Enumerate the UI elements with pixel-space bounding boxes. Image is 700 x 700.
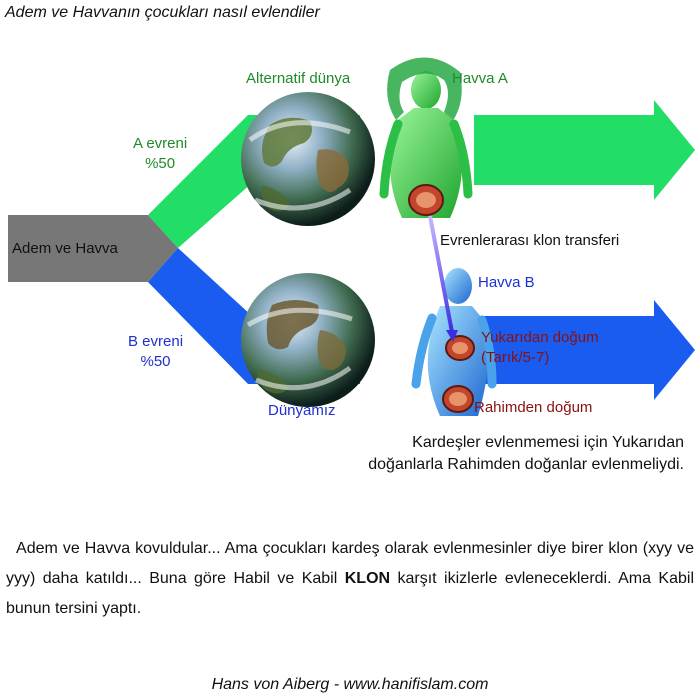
body-paragraph bbox=[6, 534, 694, 624]
page-title: Adem ve Havvanın çocukları nasıl evlendiler bbox=[5, 4, 320, 21]
branch-b-percent: %50 bbox=[140, 353, 171, 370]
branch-a-percent: %50 bbox=[145, 155, 176, 172]
diagram-canvas bbox=[0, 40, 700, 480]
figure-b-label: Havva B bbox=[478, 274, 535, 291]
note-text bbox=[320, 432, 684, 476]
note-line-1: Kardeşler evlenmemesi için Yukarıdan bbox=[412, 434, 684, 451]
globe-top-label: Alternatif dünya bbox=[246, 70, 351, 87]
paragraph-text-before: Adem ve Havva kovuldular... Ama çocukları kardeş olarak evlenmesinler diye birer klon (xyy ve yyy) daha katıldı... Buna göre Habil ve Kabil bbox=[6, 540, 695, 587]
globe-bottom-label: Dünyamız bbox=[268, 402, 336, 419]
footer-credit: Hans von Aiberg - www.hanifislam.com bbox=[211, 676, 489, 693]
branch-b-label bbox=[128, 332, 183, 372]
earth-globe-icon bbox=[241, 273, 375, 407]
earth-globe-icon bbox=[241, 92, 375, 226]
source-label: Adem ve Havva bbox=[12, 240, 118, 257]
birth-top-name: Yukarıdan doğum bbox=[481, 329, 599, 346]
birth-womb-label: Rahimden doğum bbox=[474, 399, 593, 416]
paragraph-bold-word: KLON bbox=[344, 570, 391, 587]
birth-top-label bbox=[481, 328, 599, 368]
branch-a-arrow bbox=[474, 100, 695, 200]
birth-top-ref: (Tarık/5-7) bbox=[481, 349, 550, 366]
transfer-label: Evrenlerarası klon transferi bbox=[440, 232, 620, 249]
note-line-2: doğanlarla Rahimden doğanlar evlenmeliydi. bbox=[368, 456, 684, 473]
branch-a-name: A evreni bbox=[133, 135, 188, 152]
figure-a-label: Havva A bbox=[452, 70, 508, 87]
branch-a-label bbox=[133, 134, 187, 174]
paragraph-text-after: karşıt ikizlerle evleneceklerdi. Ama Kabil bunun tersini yaptı. bbox=[6, 570, 694, 617]
branch-b-name: B evreni bbox=[128, 333, 184, 350]
